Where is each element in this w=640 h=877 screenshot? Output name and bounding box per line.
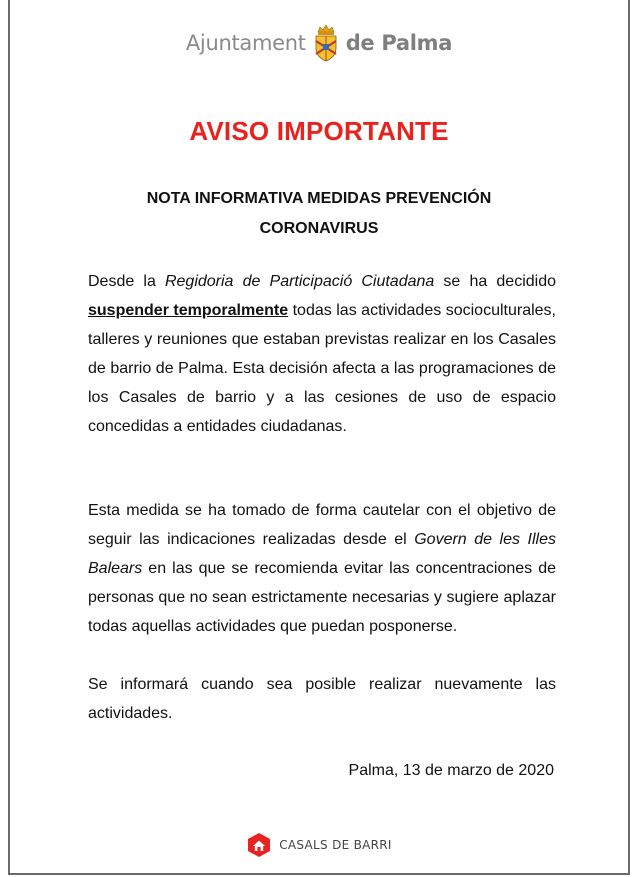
paragraph-1: [88, 267, 556, 441]
subtitle-line-2: CORONAVIRUS: [259, 220, 379, 237]
p2-italic-govern: Govern de les Illes Balears: [88, 531, 556, 577]
palma-crest-icon: [312, 24, 340, 62]
p1-text-c: todas las actividades socioculturales, talleres y reuniones que estaban previstas realizar en los Casales de barrio de Palma. Esta decisión afecta a las programaciones de los Casales de barrio y a las cesiones de uso de espacio concedidas a entidades ciudadanas.: [88, 302, 556, 435]
p1-italic-regidoria: Regidoria de Participació Ciutadana: [164, 273, 435, 290]
p1-text-a: Desde la: [88, 273, 165, 290]
paragraph-2: [88, 496, 556, 641]
notice-subtitle: [10, 184, 628, 244]
subtitle-line-1: NOTA INFORMATIVA MEDIDAS PREVENCIÓN: [146, 190, 492, 207]
notice-title: AVISO IMPORTANTE: [189, 116, 449, 146]
brand-name-right: de Palma: [345, 31, 453, 55]
house-hexagon-icon: [246, 832, 272, 858]
footer-label: CASALS DE BARRI: [279, 838, 392, 852]
brand-name-left: Ajuntament: [185, 31, 306, 55]
header-logo: [10, 24, 628, 62]
paragraph-3: Se informará cuando sea posible realizar nuevamente las actividades.: [88, 676, 556, 722]
p2-text-a: Esta medida se ha tomado de forma cautelar con el objetivo de seguir las indicaciones realizadas desde el: [88, 502, 556, 548]
p1-text-b: se ha decidido: [434, 273, 556, 290]
p1-emphasis: suspender temporalmente: [88, 302, 289, 319]
p2-text-b: en las que se recomienda evitar las concentraciones de personas que no sean estrictamente necesarias y sugiere aplazar todas aquellas actividades que puedan posponerse.: [88, 560, 556, 635]
document-page: [8, 0, 630, 875]
footer-logo: [10, 832, 628, 858]
date-line: Palma, 13 de marzo de 2020: [348, 762, 554, 779]
